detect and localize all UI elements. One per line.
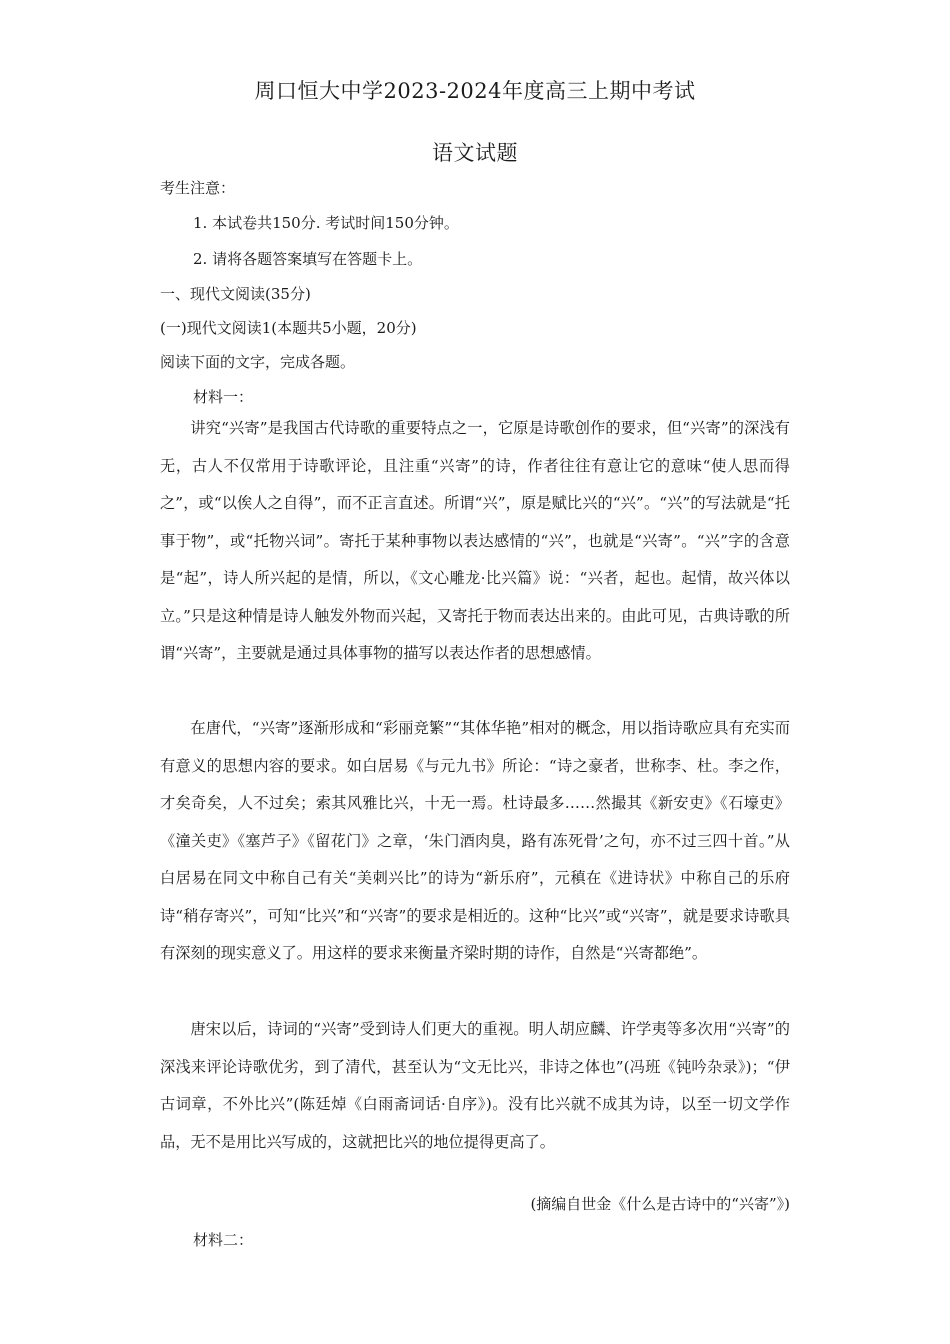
notice-item-2: 2. 请将各题答案填写在答题卡上。 xyxy=(193,250,423,268)
section-subtitle: (一)现代文阅读1(本题共5小题，20分) xyxy=(160,319,417,337)
notice-item-1: 1. 本试卷共150分. 考试时间150分钟。 xyxy=(193,214,459,232)
material-2-label: 材料二： xyxy=(193,1231,254,1249)
exam-subject-title: 语文试题 xyxy=(432,141,518,165)
reading-instruction: 阅读下面的文字，完成各题。 xyxy=(160,353,356,371)
material-1-paragraph-3: 唐宋以后，诗词的“兴寄”受到诗人们更大的重视。明人胡应麟、许学夷等多次用“兴寄”的深浅来评论诗歌优劣，到了清代，甚至认为“文无比兴，非诗之体也”(冯班《钝吟杂录》)；“伊古词章，不外比兴”(陈廷焯《白雨斋词话·自序》)。没有比兴就不成其为诗，以至一切文学作品，无不是用比兴写成的，这就把比兴的地位提得更高了。 xyxy=(160,1020,790,1151)
material-1-source: (摘编自世金《什么是古诗中的“兴寄”》) xyxy=(530,1195,790,1213)
section-title: 一、现代文阅读(35分) xyxy=(160,285,311,303)
exam-title: 周口恒大中学2023-2024年度高三上期中考试 xyxy=(254,79,696,103)
material-1-label: 材料一： xyxy=(193,388,254,406)
notice-label: 考生注意： xyxy=(160,179,236,197)
material-1-paragraph-1: 讲究“兴寄”是我国古代诗歌的重要特点之一，它原是诗歌创作的要求，但“兴寄”的深浅有无，古人不仅常用于诗歌评论，且注重“兴寄”的诗，作者往往有意让它的意味“使人思而得之”，或“以俟人之自得”，而不正言直述。所谓“兴”，原是赋比兴的“兴”。“兴”的写法就是“托事于物”，或“托物兴词”。寄托于某种事物以表达感情的“兴”，也就是“兴寄”。“兴”字的含意是“起”，诗人所兴起的是情，所以，《文心雕龙·比兴篇》说：“兴者，起也。起情，故兴体以立。”只是这种情是诗人触发外物而兴起，又寄托于物而表达出来的。由此可见，古典诗歌的所谓“兴寄”，主要就是通过具体事物的描写以表达作者的思想感情。 xyxy=(160,419,790,662)
material-1-paragraph-2: 在唐代，“兴寄”逐渐形成和“彩丽竞繁”“其体华艳”相对的概念，用以指诗歌应具有充实而有意义的思想内容的要求。如白居易《与元九书》所论：“诗之豪者，世称李、杜。李之作，才矣奇矣，人不过矣；索其风雅比兴，十无一焉。杜诗最多……然撮其《新安吏》《石壕吏》《潼关吏》《塞芦子》《留花门》之章，‘朱门酒肉臭，路有冻死骨’之句，亦不过三四十首。”从白居易在同文中称自己有关“美刺兴比”的诗为“新乐府”，元稹在《进诗状》中称自己的乐府诗“稍存寄兴”，可知“比兴”和“兴寄”的要求是相近的。这种“比兴”或“兴寄”，就是要求诗歌具有深刻的现实意义了。用这样的要求来衡量齐梁时期的诗作，自然是“兴寄都绝”。 xyxy=(160,719,790,962)
